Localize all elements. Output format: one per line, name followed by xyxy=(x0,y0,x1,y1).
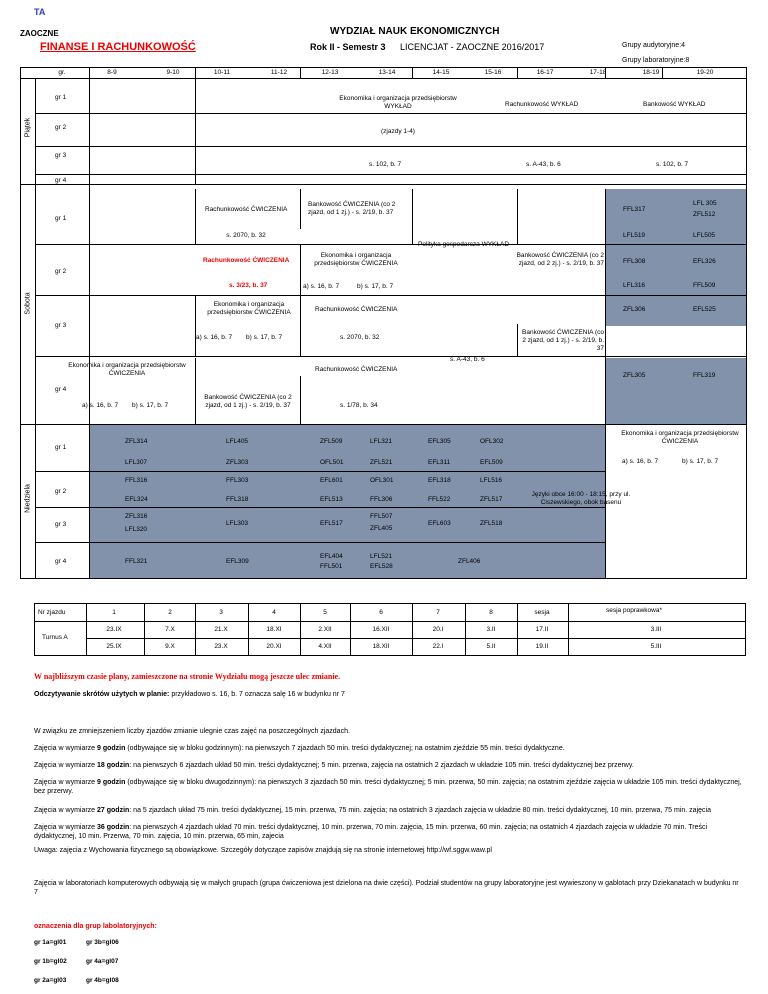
fri-gr3: gr 3 xyxy=(55,152,67,159)
col-9-10: 9-10 xyxy=(166,69,180,76)
lab-code: FFL308 xyxy=(623,258,646,265)
sun-code: LFL405 xyxy=(226,438,249,445)
header-ta: TA xyxy=(34,7,46,17)
sun-code: ZFL405 xyxy=(370,525,393,532)
p2-a: Zajęcia w wymiarze xyxy=(34,745,98,752)
turnus-label: Turnus A xyxy=(42,634,68,641)
fri-room3: s. 102, b. 7 xyxy=(656,161,689,168)
fri-rach-wyklad: Rachunkowość WYKŁAD xyxy=(505,101,579,108)
sat-g4-room-b: b) s. 17, b. 7 xyxy=(132,402,169,409)
auditory-groups: Grupy audytoryjne:4 xyxy=(622,42,686,49)
sun-ekon: Ekonomika i organizacja przedsiębiorstw ĆWICZENIA xyxy=(621,430,739,445)
sun-code: ZFL316 xyxy=(125,513,148,520)
sat-g4-rach: Rachunkowość ĆWICZENIA xyxy=(315,366,398,373)
sun-code: EFL318 xyxy=(428,477,451,484)
lab-code: LFL 305 xyxy=(693,200,717,207)
zjazd-num: 8 xyxy=(489,609,493,616)
fri-zjazdy: (zjazdy 1-4) xyxy=(381,128,415,135)
sun-gr2: gr 2 xyxy=(55,488,67,495)
sat-gr2: gr 2 xyxy=(55,268,67,275)
sun-code: FFL303 xyxy=(226,477,249,484)
labgroup: gr 2a=gl03 xyxy=(34,977,67,984)
lab-code: ZFL306 xyxy=(623,306,646,313)
zjazd-date: 21.X xyxy=(214,626,228,633)
sun-code: EFL324 xyxy=(125,496,148,503)
p6-a: Zajęcia w wymiarze xyxy=(34,824,98,831)
study-mode: ZAOCZNE xyxy=(20,29,59,38)
sat-g1-rach: Rachunkowość ĆWICZENIA xyxy=(205,206,288,213)
zjazd-date: 4.XII xyxy=(318,643,332,650)
zjazd-date: 20.I xyxy=(432,626,444,633)
sun-code: ZFL314 xyxy=(125,438,148,445)
sun-code: FFL501 xyxy=(320,563,343,570)
sun-code: LFL307 xyxy=(125,459,148,466)
sat-g4-room-a: a) s. 16, b. 7 xyxy=(82,402,119,409)
lab-code: LFL519 xyxy=(623,232,646,239)
note-p5 xyxy=(34,806,744,815)
sat-poli-gosp: Polityka gospodarcza WYKŁAD xyxy=(418,241,510,248)
zjazd-date: 9.X xyxy=(165,643,175,650)
faculty-name: WYDZIAŁ NAUK EKONOMICZNYCH xyxy=(330,26,500,37)
p4-b: 9 godzin xyxy=(97,779,126,786)
col-11-12: 11-12 xyxy=(270,69,288,76)
p4-c: (odbywające się w bloku dwugodzinnym): na pierwszych 3 zjazdach 50 min. treści dydaktycznej; 5 min. przerwa, 50 min. zajęcia; na ostatnim zjeździe zajęcia w układzie 105 min. treści dydaktycznej, bez przerwy. xyxy=(34,779,742,795)
zjazd-date: 18.XI xyxy=(266,626,282,633)
sun-code: FFL318 xyxy=(226,496,249,503)
zjazd-date: 17.II xyxy=(535,626,549,633)
col-group: gr. xyxy=(58,69,66,76)
sun-code: EFL309 xyxy=(226,558,249,565)
zjazd-date: 3.II xyxy=(486,626,496,633)
col-17-18: 17-18 xyxy=(589,69,607,76)
p5-c: : na 5 zjazdach układ 75 min. treści dydaktycznej, 15 min. przerwa, 75 min. zajęcia; na ostatnich 3 zjazdach zajęcia w układzie 80 min. treści dydaktycznej, 10 min. przerwa, 75 min. zajęcia xyxy=(129,807,711,814)
year-semester: Rok II - Semestr 3 xyxy=(310,42,386,52)
day-sunday: Niedziela xyxy=(24,484,32,513)
sun-code: LFL521 xyxy=(370,553,393,560)
lab-code: LFL316 xyxy=(623,282,646,289)
p3-b: 18 godzin xyxy=(97,762,130,769)
zjazd-date: 2.XII xyxy=(318,626,332,633)
zjazd-num: 1 xyxy=(112,609,116,616)
sun-code: FFL507 xyxy=(370,513,393,520)
p5-a: Zajęcia w wymiarze xyxy=(34,807,98,814)
lab-code: EFL326 xyxy=(693,258,716,265)
p3-c: : na pierwszych 6 zjazdach układ 50 min. treści dydaktycznej; 5 min. przerwa, zajęcia na ostatnich 2 zjazdach w układzie 105 min. treści dydaktycznej bez przerwy. xyxy=(129,762,634,769)
labgroups-title: oznaczenia dla grup labolatoryjnych: xyxy=(34,923,157,930)
day-friday: Piątek xyxy=(24,117,32,138)
col-10-11: 10-11 xyxy=(213,69,231,76)
sat-gr4: gr 4 xyxy=(55,386,67,393)
sat-g4-rach-room: s. 1/78, b. 34 xyxy=(340,402,378,409)
sun-code: FFL522 xyxy=(428,496,451,503)
zjazd-num: 4 xyxy=(272,609,276,616)
sun-code: ZFL303 xyxy=(226,459,249,466)
warning-note: W najbliższym czasie plany, zamieszczone na stronie Wydziału mogą jeszcze ulec zmianie. xyxy=(34,672,341,681)
col-8-9: 8-9 xyxy=(107,69,117,76)
sun-code: FFL316 xyxy=(125,477,148,484)
sun-gr3: gr 3 xyxy=(55,521,67,528)
sat-g4-bank: Bankowość ĆWICZENIA (co 2 zjazd, od 1 zj.) - s. 2/19, b. 37 xyxy=(204,394,292,409)
zjazd-date: 22.I xyxy=(432,643,444,650)
abbr-note xyxy=(34,690,744,699)
sun-code: ZFL517 xyxy=(480,496,503,503)
sat-g3-rach-room: s. 2070, b. 32 xyxy=(340,334,380,341)
note-p4 xyxy=(34,778,744,796)
zjazd-date: 5.III xyxy=(650,643,662,650)
sat-g2-rach: Rachunkowość ĆWICZENIA xyxy=(203,257,290,264)
fri-room1: s. 102, b. 7 xyxy=(369,161,402,168)
note-p7: Uwaga: zajęcia z Wychowania fizycznego są obowiązkowe. Szczegóły dotyczące zapisów znajdują się na stronie internetowej http://wf.sggw.waw.pl xyxy=(34,847,492,854)
zjazd-num: sesja xyxy=(534,609,550,616)
fri-bank-wyklad: Bankowość WYKŁAD xyxy=(643,101,706,108)
sat-g3-ekon: Ekonomika i organizacja przedsiębiorstw ĆWICZENIA xyxy=(207,301,291,316)
sat-g2-ekon-room-a: a) s. 16, b. 7 xyxy=(303,283,340,290)
fri-ekon-wyklad: Ekonomika i organizacja przedsiębiorstw WYKŁAD xyxy=(339,95,457,110)
sun-code: LFL303 xyxy=(226,520,249,527)
note-p3 xyxy=(34,761,744,770)
labgroup: gr 4b=gl08 xyxy=(86,977,119,984)
labgroup: gr 1b=gl02 xyxy=(34,958,67,965)
p3-a: Zajęcia w wymiarze xyxy=(34,762,98,769)
zjazd-date: 23.X xyxy=(214,643,228,650)
zjazd-date: 7.X xyxy=(165,626,175,633)
sun-room-a: a) s. 16, b. 7 xyxy=(622,458,659,465)
sat-gr3: gr 3 xyxy=(55,322,67,329)
fri-gr4: gr 4 xyxy=(55,177,67,184)
zjazd-num: 5 xyxy=(323,609,327,616)
col-12-13: 12-13 xyxy=(321,69,339,76)
sun-code: EFL305 xyxy=(428,438,451,445)
zjazd-date: 20.XI xyxy=(266,643,282,650)
zjazd-date: 23.IX xyxy=(106,626,122,633)
zjazd-num: sesja poprawkowa* xyxy=(605,607,663,614)
col-19-20: 19-20 xyxy=(696,69,714,76)
fri-gr1: gr 1 xyxy=(55,94,67,101)
labgroup: gr 4a=gl07 xyxy=(86,958,119,965)
note-p8: Zajęcia w laboratoriach komputerowych odbywają się w małych grupach (grupa ćwiczeniowa jest dzielona na dwie części). Podział studentów na grupy laboratoryjne jest wywieszony w gablotach przy Dziekanatach w budynku nr 7 xyxy=(34,880,739,896)
sat-g1-room: s. 2070, b. 32 xyxy=(226,232,266,239)
study-type: LICENCJAT - ZAOCZNE 2016/2017 xyxy=(400,42,545,52)
sun-code: EFL513 xyxy=(320,496,343,503)
sat-g2-bank: Bankowość ĆWICZENIA (co 2 zjazd, od 2 zj.) - s. 2/19, b. 37 xyxy=(516,252,604,267)
zjazd-date: 19.II xyxy=(535,643,549,650)
fri-gr2: gr 2 xyxy=(55,124,67,131)
zjazd-date: 5.II xyxy=(486,643,496,650)
zjazd-num: 2 xyxy=(168,609,172,616)
sat-g2-rach-room: s. 3/23, b. 37 xyxy=(229,282,268,289)
abbr-text: przykładowo s. 16, b. 7 oznacza salę 16 w budynku nr 7 xyxy=(169,691,345,698)
col-14-15: 14-15 xyxy=(432,69,450,76)
day-saturday: Sobota xyxy=(24,292,32,315)
col-13-14: 13-14 xyxy=(378,69,396,76)
lab-code: ZFL512 xyxy=(693,211,716,218)
sun-code: EFL603 xyxy=(428,520,451,527)
sun-code: EFL517 xyxy=(320,520,343,527)
sun-code: OFL301 xyxy=(370,477,394,484)
sun-gr4: gr 4 xyxy=(55,558,67,565)
sat-g1-bank: Bankowość ĆWICZENIA (co 2 zjazd, od 1 zj.) - s. 2/19, b. 37 xyxy=(308,201,396,216)
p6-c: : na pierwszych 4 zjazdach układ 70 min. treści dydaktycznej, 10 min. przerwa, 70 min. zajęcia, 15 min. przerwa, 60 min. zajęcia; na ostatnich 4 zjazdach zajęcia w układzie 70 min. Treści dydaktycznej, 10 min. Przerwa, 70 min. zajęcia, 10 min. przerwa, 65 min, zajecia xyxy=(34,824,708,840)
p2-c: (odbywające się w bloku godzinnym): na pierwszych 7 zjazdach 50 min. treści dydaktycznej; na ostatnim zjeździe 55 min. treści dydaktyczne. xyxy=(125,745,565,752)
sun-code: ZFL521 xyxy=(370,459,393,466)
sun-code: EFL404 xyxy=(320,553,343,560)
p4-a: Zajęcia w wymiarze xyxy=(34,779,98,786)
labgroup: gr 3b=gl06 xyxy=(86,939,119,946)
zjazd-nr-label: Nr zjazdu xyxy=(38,609,66,616)
sun-code: FFL306 xyxy=(370,496,393,503)
sat-g3-room-b: b) s. 17, b. 7 xyxy=(246,334,283,341)
lab-groups: Grupy laboratoryjne:8 xyxy=(622,57,690,64)
sat-g3-bank: Bankowość ĆWICZENIA (co 2 zjazd, od 1 zj.) - s. 2/19, b. 37 xyxy=(522,329,604,352)
note-p6 xyxy=(34,823,744,841)
sun-code: EFL311 xyxy=(428,459,451,466)
sun-code: OFL302 xyxy=(480,438,504,445)
sun-lang: Języki obce 16:00 - 18:15, przy ul. Ciszewskiego, obok basenu xyxy=(531,491,631,506)
sat-g3-room-a: a) s. 16, b. 7 xyxy=(196,334,233,341)
lab-code: ZFL305 xyxy=(623,372,646,379)
sun-room-b: b) s. 17, b. 7 xyxy=(682,458,719,465)
labgroup: gr 1a=gl01 xyxy=(34,939,67,946)
zjazd-num: 7 xyxy=(436,609,440,616)
lab-code: FFL319 xyxy=(693,372,716,379)
sun-code: LFL516 xyxy=(480,477,503,484)
lab-code: FFL509 xyxy=(693,282,716,289)
zjazd-date: 18.XII xyxy=(372,643,390,650)
sun-code: ZFL406 xyxy=(458,558,481,565)
zjazd-date: 16.XII xyxy=(372,626,390,633)
fri-room2: s. A-43, b. 6 xyxy=(526,161,561,168)
lab-code: LFL505 xyxy=(693,232,716,239)
field-of-study: FINANSE I RACHUNKOWOŚĆ xyxy=(40,41,196,53)
sat-g3-rach: Rachunkowość ĆWICZENIA xyxy=(315,306,398,313)
sat-g4-room-a43: s. A-43, b. 6 xyxy=(450,356,485,363)
p2-b: 9 godzin xyxy=(97,745,126,752)
sat-g2-ekon: Ekonomika i organizacja przedsiębiorstw ĆWICZENIA xyxy=(314,252,398,267)
p5-b: 27 godzin xyxy=(97,807,130,814)
zjazd-num: 6 xyxy=(379,609,383,616)
col-16-17: 16-17 xyxy=(536,69,554,76)
col-15-16: 15-16 xyxy=(484,69,502,76)
sun-code: LFL320 xyxy=(125,526,148,533)
note-p2 xyxy=(34,744,744,753)
sun-code: ZFL509 xyxy=(320,438,343,445)
col-18-19: 18-19 xyxy=(642,69,660,76)
sun-code: EFL509 xyxy=(480,459,503,466)
zjazd-num: 3 xyxy=(219,609,223,616)
sun-code: LFL321 xyxy=(370,438,393,445)
sun-gr1: gr 1 xyxy=(55,444,67,451)
note-p1: W związku ze zmniejszeniem liczby zjazdów zmianie ulegnie czas zajęć na poszczególnych zjazdach. xyxy=(34,728,350,735)
sun-code: OFL501 xyxy=(320,459,344,466)
sun-code: EFL601 xyxy=(320,477,343,484)
zjazd-date: 3.III xyxy=(650,626,662,633)
lab-code: FFL317 xyxy=(623,206,646,213)
abbr-title: Odczytywanie skrótów użytych w planie: xyxy=(34,691,170,698)
sat-gr1: gr 1 xyxy=(55,215,67,222)
lab-code: EFL525 xyxy=(693,306,716,313)
sat-g4-ekon: Ekonomika i organizacja przedsiębiorstw ĆWICZENIA xyxy=(68,362,186,377)
sun-code: ZFL518 xyxy=(480,520,503,527)
sat-g2-ekon-room-b: b) s. 17, b. 7 xyxy=(357,283,394,290)
zjazd-date: 25.IX xyxy=(106,643,122,650)
sun-code: EFL528 xyxy=(370,563,393,570)
p6-b: 36 godzin xyxy=(97,824,130,831)
sun-code: FFL321 xyxy=(125,558,148,565)
